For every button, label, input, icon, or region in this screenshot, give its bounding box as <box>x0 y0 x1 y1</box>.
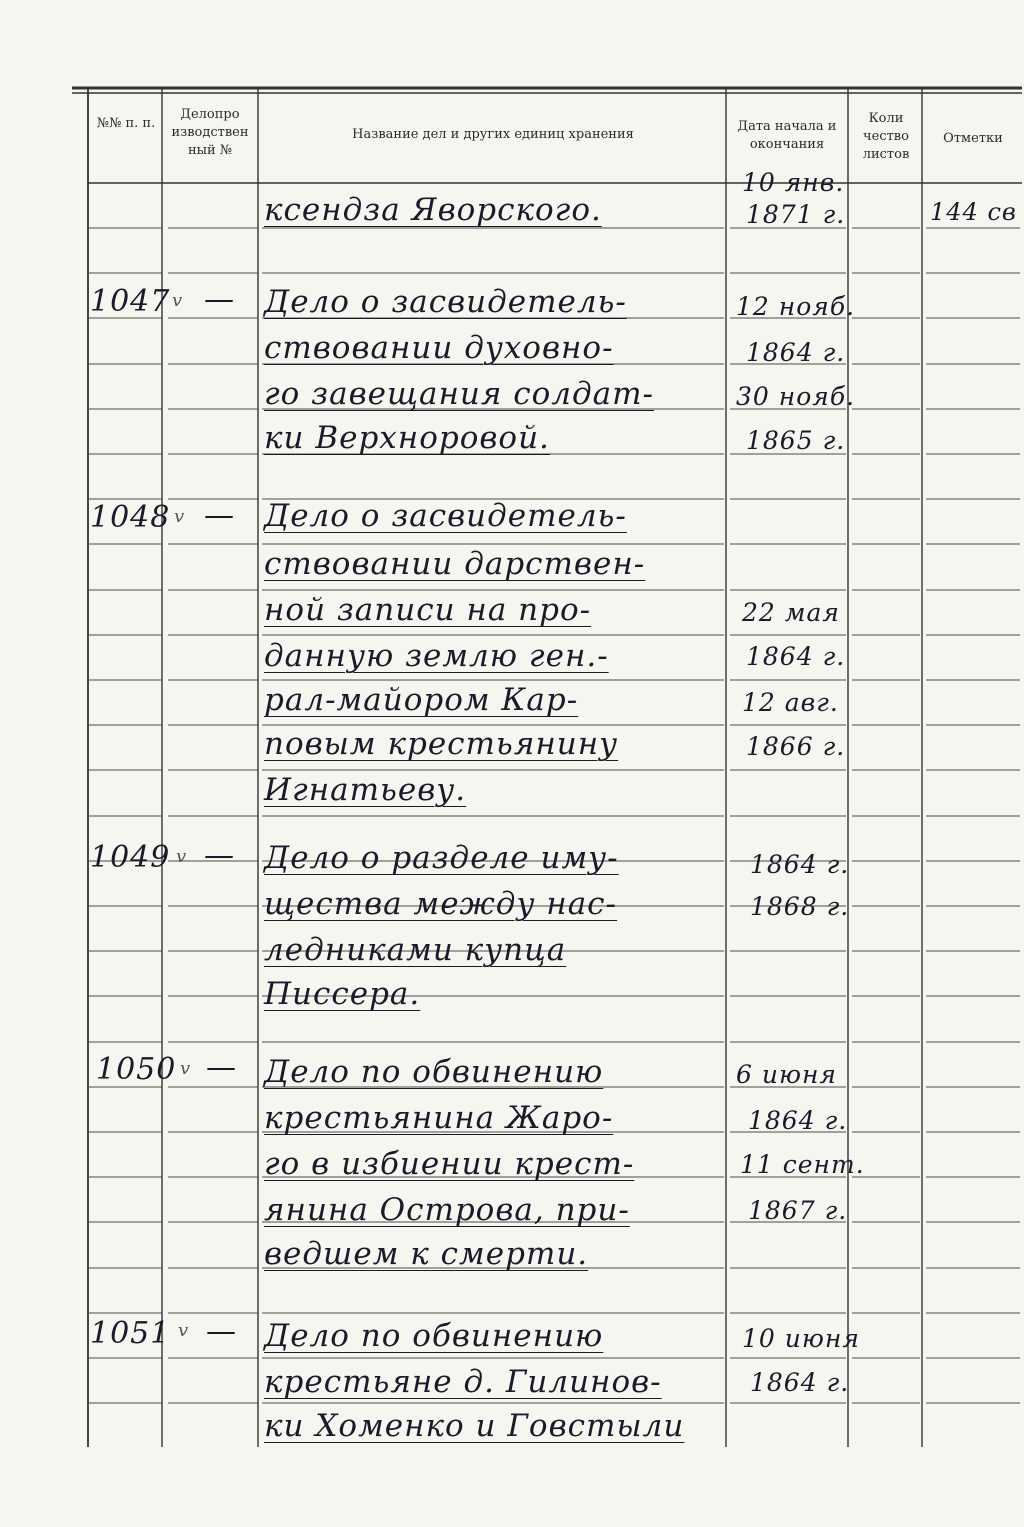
entry-title-line: крестьяне д. Гилинов- <box>264 1364 662 1400</box>
entry-number: 1047 <box>90 284 171 319</box>
check-mark: v <box>176 846 188 867</box>
entry-title-line: ствовании духовно- <box>264 330 614 366</box>
entry-date: 22 мая <box>742 598 840 627</box>
entry-date: 10 янв. <box>742 168 845 197</box>
header-date: Дата начала и окончания <box>737 119 837 152</box>
check-mark: v <box>172 290 184 311</box>
entry-date: 6 июня <box>736 1060 837 1089</box>
entry-date: 12 авг. <box>742 688 839 717</box>
entry-date: 1871 г. <box>746 200 846 229</box>
entry-date: 1864 г. <box>750 850 850 879</box>
header-sheets: Коли чество листов <box>862 111 910 162</box>
entry-title-line: повым крестьянину <box>264 726 619 762</box>
entry-date: 30 нояб. <box>736 382 856 411</box>
entry-title-line: го в избиении крест- <box>264 1146 635 1182</box>
entry-title-line: данную землю ген.- <box>264 638 609 674</box>
entry-date: 12 нояб. <box>736 292 856 321</box>
entry-dash: — <box>206 1050 237 1085</box>
entry-title-line: ки Хоменко и Говстыли <box>264 1408 685 1444</box>
entry-number: 1051 <box>90 1316 171 1351</box>
entry-dash: — <box>206 1314 237 1349</box>
header-notes: Отметки <box>943 131 1003 146</box>
entry-date: 1864 г. <box>750 1368 850 1397</box>
entry-dash: — <box>204 282 235 317</box>
entry-title-line: Игнатьеву. <box>264 772 467 808</box>
entry-title-line: Писсера. <box>264 976 421 1012</box>
check-mark: v <box>174 506 186 527</box>
entry-note: 144 св <box>930 198 1017 226</box>
entry-date: 1868 г. <box>750 892 850 921</box>
entry-title-line: Дело о разделе иму- <box>264 840 619 876</box>
entry-title-line: крестьянина Жаро- <box>264 1100 614 1136</box>
entry-date: 1866 г. <box>746 732 846 761</box>
header-num: №№ п. п. <box>96 116 156 131</box>
entry-title-line: ведшем к смерти. <box>264 1236 589 1272</box>
entry-title-line: ксендза Яворского. <box>264 192 602 228</box>
entry-title-line: ледниками купца <box>264 932 567 968</box>
entry-title-line: Дело о засвидетель- <box>264 284 627 320</box>
entry-date: 10 июня <box>742 1324 860 1353</box>
entry-number: 1050 <box>96 1052 177 1087</box>
entry-title-line: янина Острова, при- <box>264 1192 630 1228</box>
entry-title-line: Дело по обвинению <box>264 1054 604 1090</box>
entry-title-line: Дело о засвидетель- <box>264 498 627 534</box>
entry-number: 1048 <box>90 500 171 535</box>
entry-title-line: ной записи на про- <box>264 592 592 628</box>
header-office-num: Делопро изводствен ный № <box>171 107 249 158</box>
entry-title-line: рал-майором Кар- <box>264 682 579 718</box>
entry-title-line: щества между нас- <box>264 886 618 922</box>
entry-title-line: Дело по обвинению <box>264 1318 604 1354</box>
entry-title-line: ки Верхноровой. <box>264 420 550 456</box>
entry-date: 1864 г. <box>746 642 846 671</box>
entry-date: 1864 г. <box>748 1106 848 1135</box>
entry-dash: — <box>204 498 235 533</box>
check-mark: v <box>180 1058 192 1079</box>
entry-date: 1867 г. <box>748 1196 848 1225</box>
header-title: Название дел и других единиц хранения <box>352 127 634 142</box>
entry-date: 1865 г. <box>746 426 846 455</box>
entry-title-line: го завещания солдат- <box>264 376 655 412</box>
entry-number: 1049 <box>90 840 171 875</box>
entry-dash: — <box>204 838 235 873</box>
entry-date: 1864 г. <box>746 338 846 367</box>
check-mark: v <box>178 1320 190 1341</box>
entry-date: 11 сент. <box>740 1150 865 1179</box>
entry-title-line: ствовании дарствен- <box>264 546 646 582</box>
